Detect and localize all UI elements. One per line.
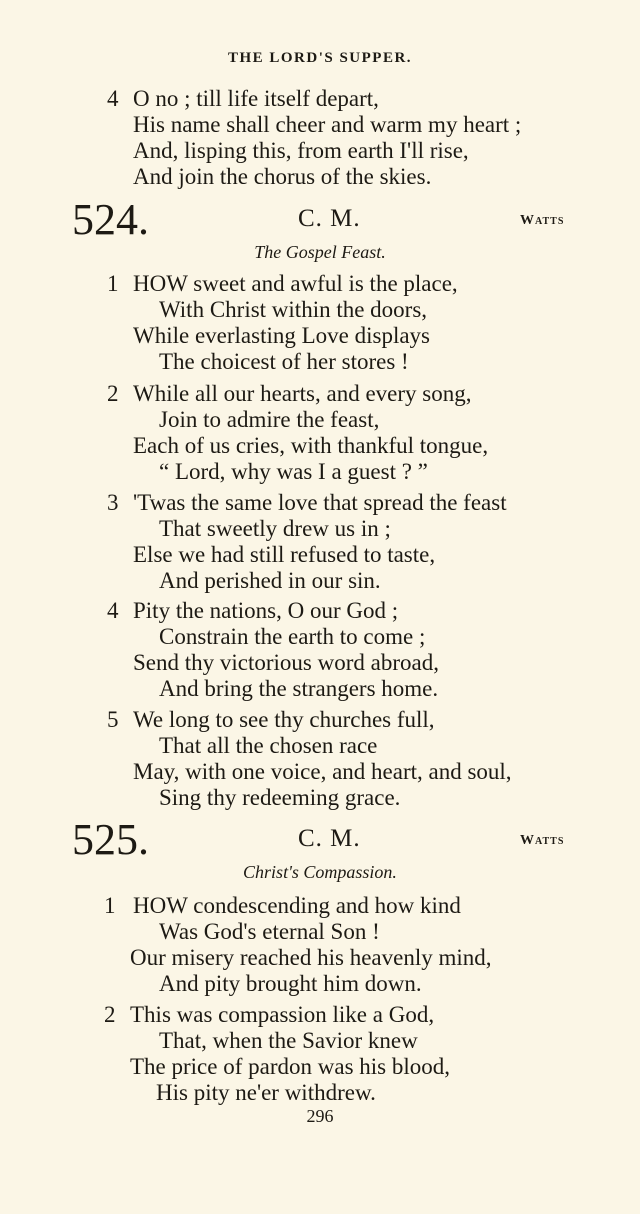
- verse-line: His name shall cheer and warm my heart ;: [133, 112, 522, 137]
- verse-line: The price of pardon was his blood,: [130, 1054, 451, 1079]
- verse-line: May, with one voice, and heart, and soul,: [133, 759, 512, 784]
- verse-line: This was compassion like a God,: [130, 1002, 435, 1027]
- verse-line: Join to admire the feast,: [159, 407, 380, 432]
- hymn-meter: C. M.: [298, 825, 361, 852]
- verse-line: Send thy victorious word abroad,: [133, 650, 439, 675]
- verse-line: His pity ne'er withdrew.: [156, 1080, 376, 1105]
- verse-line: Each of us cries, with thankful tongue,: [133, 433, 489, 458]
- verse-line: Was God's eternal Son !: [159, 919, 380, 944]
- verse-number: 2: [104, 1002, 116, 1027]
- verse-number: 1: [104, 893, 116, 918]
- verse-line: Else we had still refused to taste,: [133, 542, 436, 567]
- verse-line: While all our hearts, and every song,: [133, 381, 472, 406]
- verse-line: We long to see thy churches full,: [133, 707, 435, 732]
- hymn-subtitle: The Gospel Feast.: [254, 242, 386, 262]
- verse-number: 4: [107, 598, 119, 623]
- verse-line: Pity the nations, O our God ;: [133, 598, 399, 623]
- verse-line: Constrain the earth to come ;: [159, 624, 426, 649]
- verse-line: And join the chorus of the skies.: [133, 164, 432, 189]
- hymn-number: 525.: [72, 815, 149, 864]
- verse-line: With Christ within the doors,: [159, 297, 428, 322]
- verse-number: 2: [107, 381, 119, 406]
- verse-line: O no ; till life itself depart,: [133, 86, 379, 111]
- verse-line: 'Twas the same love that spread the feast: [133, 490, 507, 515]
- page-number: 296: [306, 1106, 334, 1126]
- verse-number: 4: [107, 86, 119, 111]
- hymn-number: 524.: [72, 195, 149, 244]
- verse-line: And bring the strangers home.: [159, 676, 439, 701]
- verse-line: That all the chosen race: [159, 733, 378, 758]
- verse-line: Our misery reached his heavenly mind,: [130, 945, 492, 970]
- verse-number: 3: [107, 490, 119, 515]
- hymn-author: Watts: [520, 833, 565, 848]
- hymn-author: Watts: [520, 213, 565, 228]
- running-head: THE LORD'S SUPPER.: [227, 50, 413, 66]
- verse-line: While everlasting Love displays: [133, 323, 431, 348]
- verse-line: And perished in our sin.: [159, 568, 381, 593]
- verse-line: Sing thy redeeming grace.: [159, 785, 401, 810]
- verse-line: That sweetly drew us in ;: [159, 516, 391, 541]
- verse-number: 1: [107, 271, 119, 296]
- hymn-meter: C. M.: [298, 205, 361, 232]
- verse-line: The choicest of her stores !: [159, 349, 409, 374]
- verse-number: 5: [107, 707, 119, 732]
- hymn-subtitle: Christ's Compassion.: [243, 862, 397, 882]
- verse-line: And pity brought him down.: [159, 971, 422, 996]
- verse-line: And, lisping this, from earth I'll rise,: [133, 138, 469, 163]
- verse-line: “ Lord, why was I a guest ? ”: [159, 459, 428, 484]
- verse-line: HOW sweet and awful is the place,: [133, 271, 458, 296]
- verse-line: HOW condescending and how kind: [133, 893, 461, 918]
- verse-line: That, when the Savior knew: [159, 1028, 418, 1053]
